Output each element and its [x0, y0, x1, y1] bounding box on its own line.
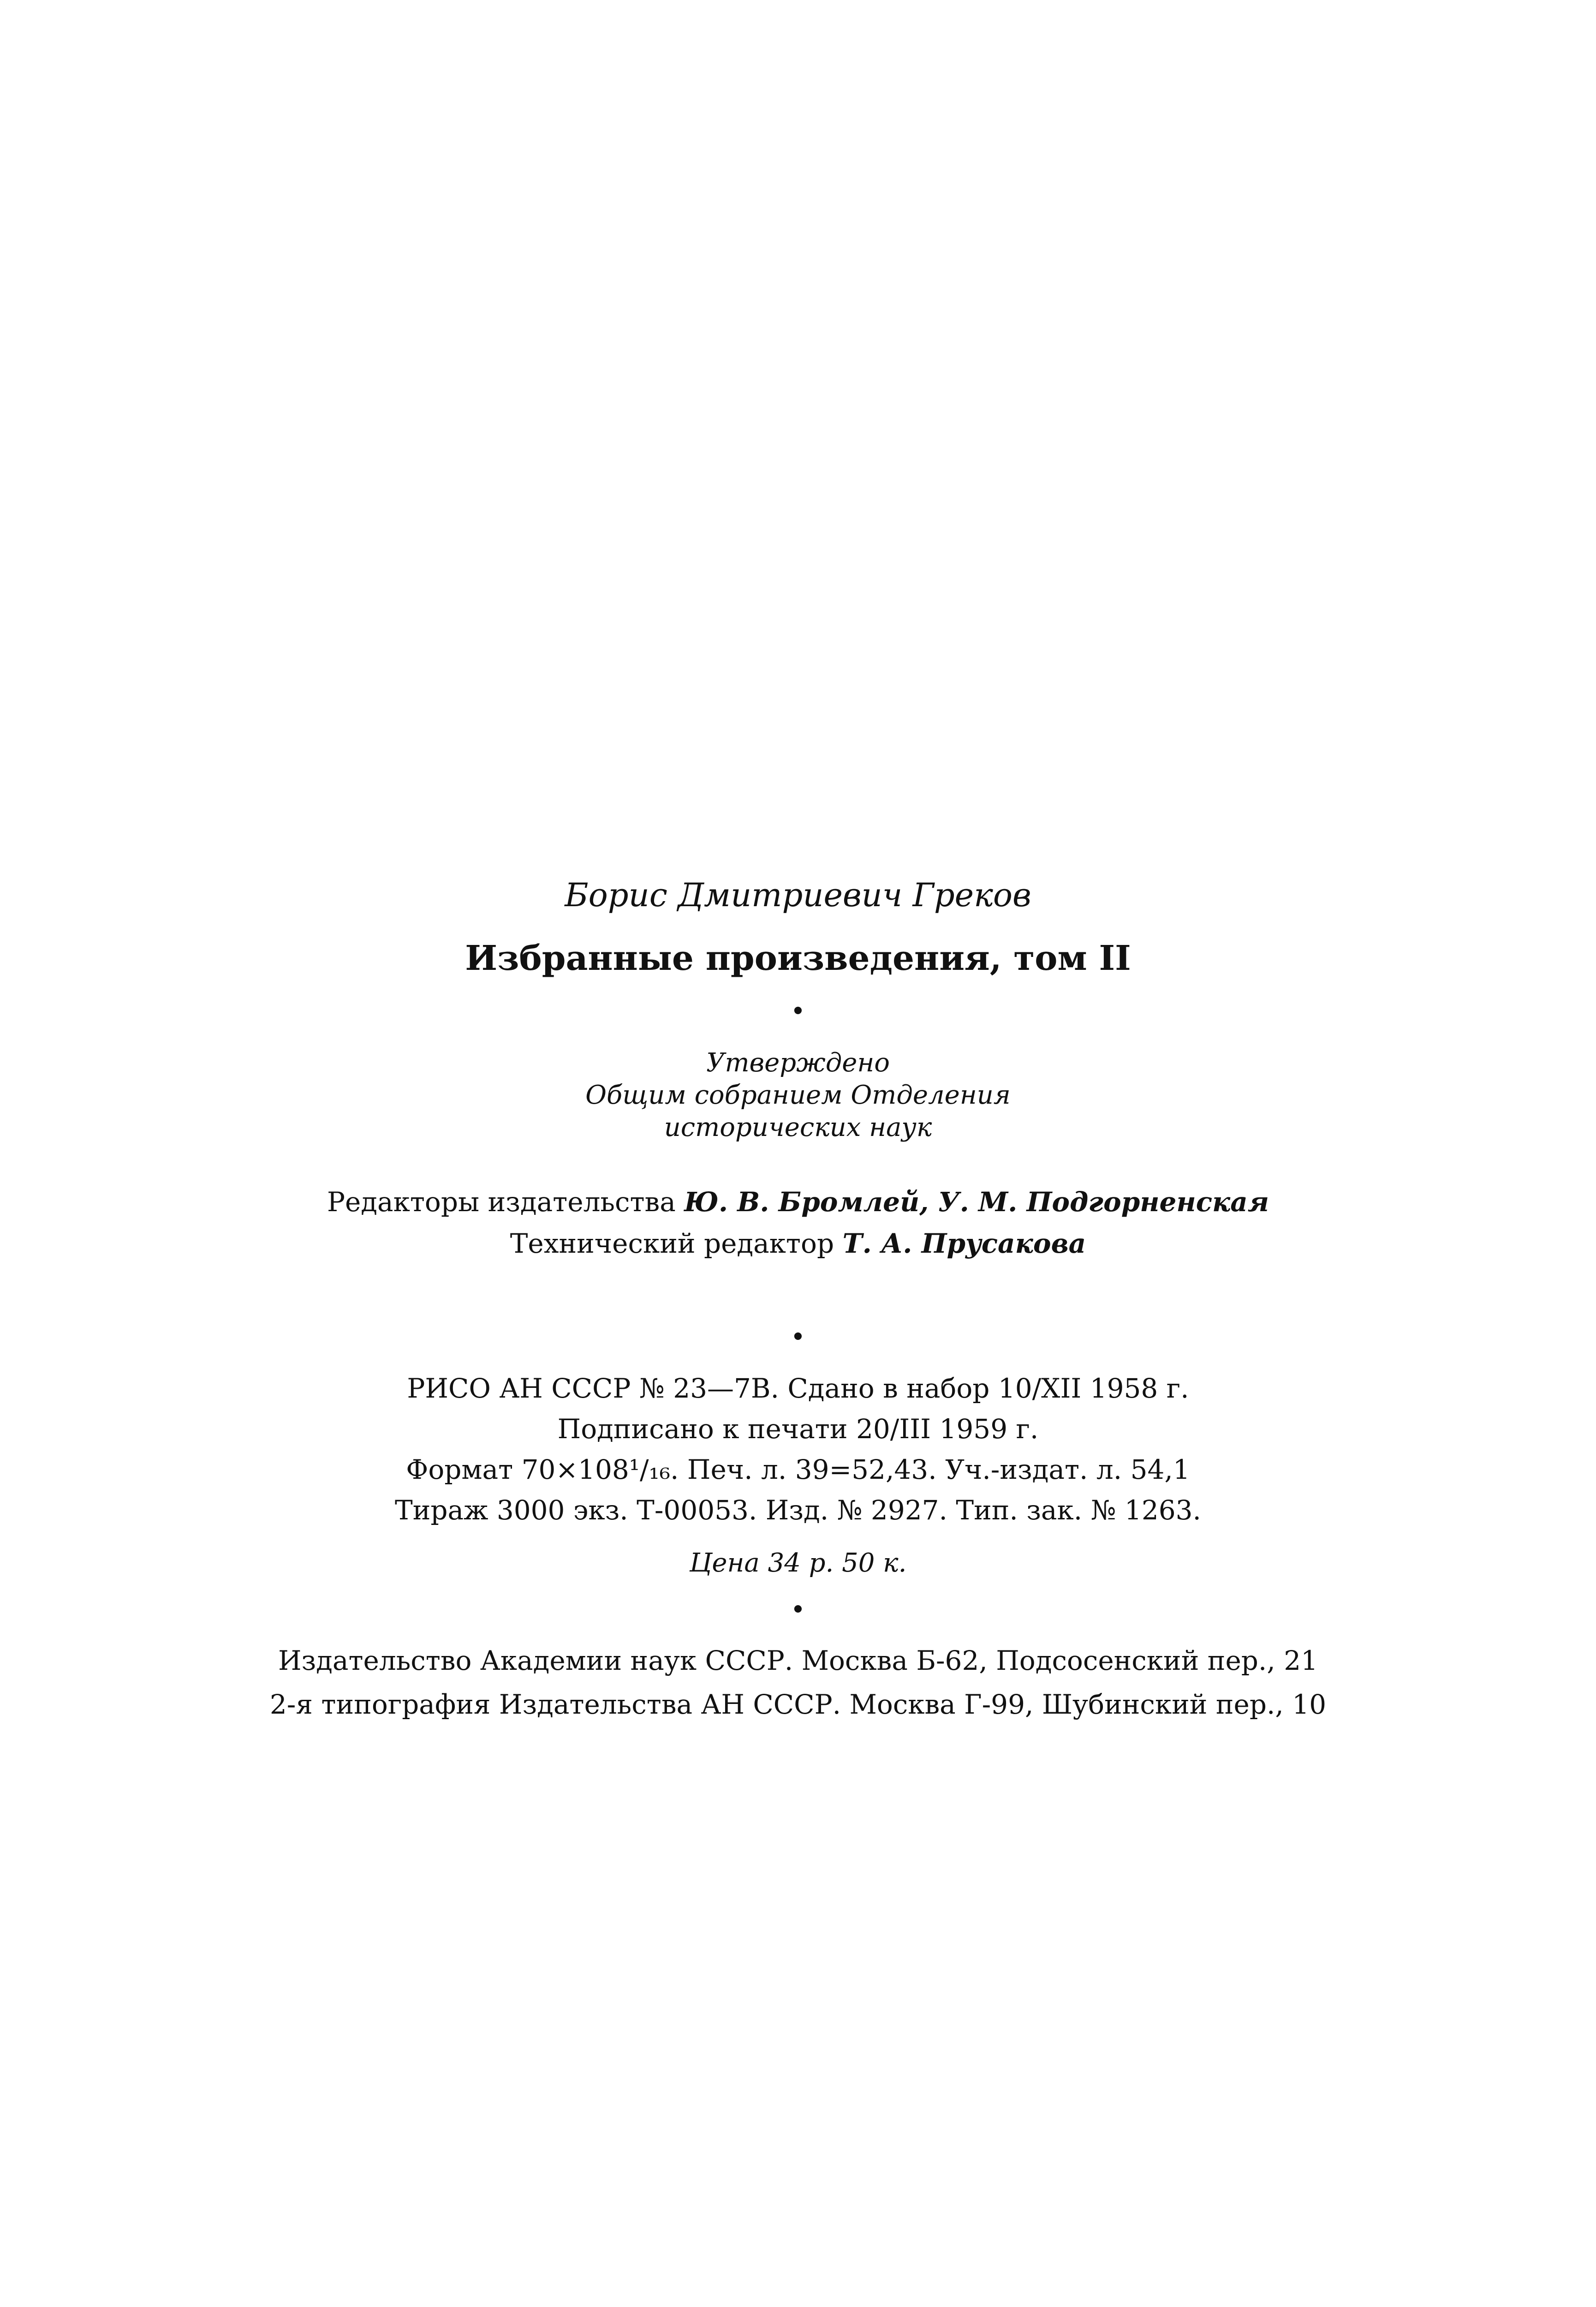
printer-line: 2-я типография Издательства АН СССР. Москва Г-99, Шубинский пер., 10	[269, 1689, 1327, 1720]
publisher-line: Издательство Академии наук СССР. Москва Б-62, Подсосенский пер., 21	[278, 1645, 1318, 1676]
separator-bullet: •	[791, 998, 805, 1023]
imprint-line-2: Подписано к печати 20/III 1959 г.	[557, 1413, 1039, 1445]
editors-credit	[0, 1186, 1596, 1218]
imprint-line-1: РИСО АН СССР № 23—7В. Сдано в набор 10/XII 1958 г.	[407, 1373, 1189, 1404]
approval-line-3: исторических наук	[664, 1112, 932, 1142]
tech-editor-name: Т. А. Прусакова	[842, 1228, 1086, 1259]
approval-line-1: Утверждено	[706, 1048, 890, 1078]
tech-editor-credit	[0, 1230, 1596, 1257]
tech-editor-label: Технический редактор	[510, 1228, 834, 1259]
imprint-line-3: Формат 70×108¹/₁₆. Печ. л. 39=52,43. Уч.-издат. л. 54,1	[406, 1454, 1190, 1485]
book-author: Борис Дмитриевич Греков	[565, 876, 1031, 914]
imprint-line-4: Тираж 3000 экз. Т-00053. Изд. № 2927. Тип. зак. № 1263.	[395, 1494, 1201, 1526]
approval-line-2: Общим собранием Отделения	[585, 1080, 1011, 1110]
price: Цена 34 р. 50 к.	[689, 1548, 907, 1578]
separator-bullet: •	[791, 1597, 805, 1622]
editors-names: Ю. В. Бромлей, У. М. Подгорненская	[684, 1186, 1269, 1218]
separator-bullet: •	[791, 1324, 805, 1349]
book-title: Избранные произведения, том II	[465, 938, 1131, 978]
editors-label: Редакторы издательства	[327, 1186, 676, 1218]
